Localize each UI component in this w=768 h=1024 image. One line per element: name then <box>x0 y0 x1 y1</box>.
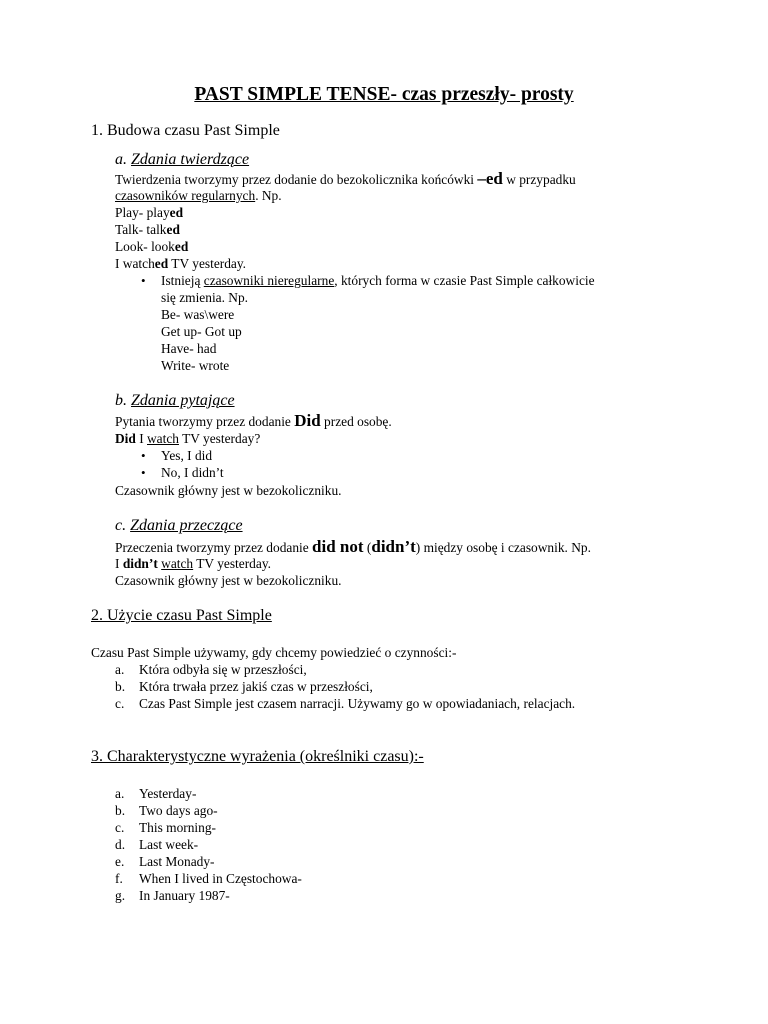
b-rule-line: Pytania tworzymy przez dodanie Did przed osobę. <box>115 411 392 430</box>
c-rule-line: Przeczenia tworzymy przez dodanie did not (didn’t) między osobę i czasownik. Np. <box>115 537 591 556</box>
example-talk: Talk- talked <box>115 222 180 237</box>
page-title: PAST SIMPLE TENSE- czas przeszły- prosty <box>194 84 574 105</box>
b-example-line: Did I watch TV yesterday? <box>115 431 261 446</box>
subsection-b-heading: b. Zdania pytające <box>115 392 235 409</box>
bullet-icon: • <box>141 465 146 480</box>
example-play: Play- played <box>115 205 184 220</box>
usage-item: c. Czas Past Simple jest czasem narracji. Używamy go w opowiadaniach, relacjach. <box>115 696 576 711</box>
time-expression-item: g. In January 1987- <box>115 888 230 903</box>
irregular-bullet-line-2: się zmienia. Np. <box>161 290 249 305</box>
irregular-example: Write- wrote <box>161 358 230 373</box>
usage-item: a. Która odbyła się w przeszłości, <box>115 662 307 677</box>
irregular-example: Be- was\were <box>161 307 235 322</box>
bullet-icon: • <box>141 273 146 288</box>
bullet-icon: • <box>141 448 146 463</box>
usage-item: b. Która trwała przez jakiś czas w przeszłości, <box>115 679 373 694</box>
answer-item: Yes, I did <box>161 448 213 463</box>
section-2-intro: Czasu Past Simple używamy, gdy chcemy powiedzieć o czynności:- <box>91 645 457 660</box>
b-note: Czasownik główny jest w bezokoliczniku. <box>115 483 342 498</box>
time-expression-item: c. This morning- <box>115 820 216 835</box>
time-expression-item: f. When I lived in Częstochowa- <box>115 871 302 886</box>
section-3-heading: 3. Charakterystyczne wyrażenia (określniki czasu):- <box>91 748 424 765</box>
time-expression-item: d. Last week- <box>115 837 199 852</box>
irregular-example: Get up- Got up <box>161 324 242 339</box>
example-watched: I watched TV yesterday. <box>115 256 247 271</box>
c-example-line: I didn’t watch TV yesterday. <box>115 556 271 571</box>
answer-item: No, I didn’t <box>161 465 224 480</box>
section-2-heading: 2. Użycie czasu Past Simple <box>91 607 272 624</box>
irregular-bullet-line-1: Istnieją czasowniki nieregularne, których forma w czasie Past Simple całkowicie <box>161 273 595 288</box>
c-note: Czasownik główny jest w bezokoliczniku. <box>115 573 342 588</box>
time-expression-item: b. Two days ago- <box>115 803 218 818</box>
subsection-a-heading: a. Zdania twierdzące <box>115 151 250 168</box>
time-expression-item: e. Last Monady- <box>115 854 215 869</box>
irregular-example: Have- had <box>161 341 217 356</box>
example-look: Look- looked <box>115 239 189 254</box>
subsection-c-heading: c. Zdania przeczące <box>115 517 243 534</box>
a-rule-line-2: czasowników regularnych. Np. <box>115 188 282 203</box>
section-1-heading: 1. Budowa czasu Past Simple <box>91 122 280 139</box>
time-expression-item: a. Yesterday- <box>115 786 197 801</box>
a-rule-line-1: Twierdzenia tworzymy przez dodanie do bezokolicznika końcówki –ed w przypadku <box>115 169 576 188</box>
